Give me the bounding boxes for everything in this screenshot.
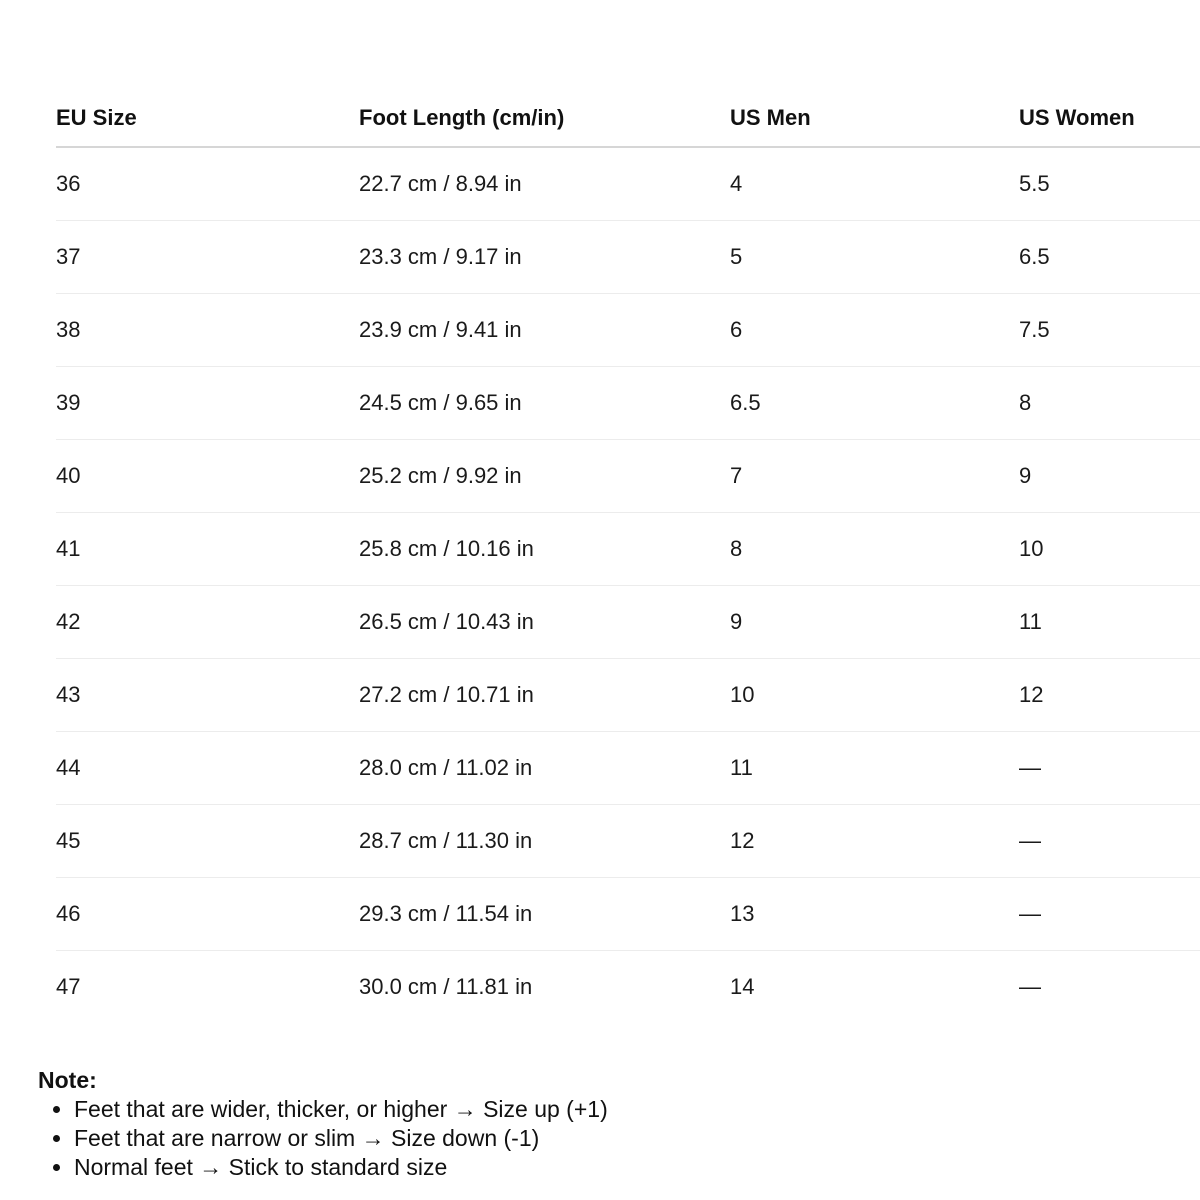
cell-us-women: 5.5 xyxy=(1019,147,1200,221)
cell-eu-size: 46 xyxy=(56,878,359,951)
cell-us-women: 6.5 xyxy=(1019,221,1200,294)
cell-eu-size: 44 xyxy=(56,732,359,805)
header-eu-size: EU Size xyxy=(56,90,359,147)
table-row xyxy=(56,294,1200,367)
cell-us-women: 7.5 xyxy=(1019,294,1200,367)
cell-us-women: 8 xyxy=(1019,367,1200,440)
cell-eu-size: 40 xyxy=(56,440,359,513)
cell-us-men: 13 xyxy=(730,878,1019,951)
table-row xyxy=(56,878,1200,951)
cell-us-men: 5 xyxy=(730,221,1019,294)
cell-foot-length: 23.3 cm / 9.17 in xyxy=(359,221,730,294)
table-row xyxy=(56,513,1200,586)
cell-eu-size: 39 xyxy=(56,367,359,440)
cell-foot-length: 24.5 cm / 9.65 in xyxy=(359,367,730,440)
table-row xyxy=(56,586,1200,659)
header-us-women: US Women xyxy=(1019,90,1200,147)
table-row xyxy=(56,221,1200,294)
cell-foot-length: 25.2 cm / 9.92 in xyxy=(359,440,730,513)
cell-us-men: 8 xyxy=(730,513,1019,586)
cell-us-women: 12 xyxy=(1019,659,1200,732)
cell-us-women: 11 xyxy=(1019,586,1200,659)
size-chart-table xyxy=(56,90,1200,1023)
cell-us-women: — xyxy=(1019,974,1041,999)
table-row xyxy=(56,367,1200,440)
cell-eu-size: 38 xyxy=(56,294,359,367)
cell-us-women: — xyxy=(1019,805,1200,878)
cell-us-men: 7 xyxy=(730,440,1019,513)
cell-us-men: 4 xyxy=(730,147,1019,221)
sizing-note xyxy=(38,1066,608,1182)
table-body xyxy=(56,147,1200,1023)
cell-foot-length: 30.0 cm / 11.81 in xyxy=(359,974,533,999)
cell-foot-length: 25.8 cm / 10.16 in xyxy=(359,513,730,586)
cell-foot-length: 29.3 cm / 11.54 in xyxy=(359,878,730,951)
cell-foot-length: 22.7 cm / 8.94 in xyxy=(359,147,730,221)
cell-us-men: 12 xyxy=(730,805,1019,878)
note-item: • Feet that are wider, thicker, or higher → Size up (+1) xyxy=(74,1095,608,1124)
cell-us-men: 10 xyxy=(730,659,1019,732)
cell-foot-length: 26.5 cm / 10.43 in xyxy=(359,586,730,659)
cell-eu-size: 43 xyxy=(56,659,359,732)
header-foot-length: Foot Length (cm/in) xyxy=(359,90,730,147)
table-row xyxy=(56,732,1200,805)
cell-us-men: 6 xyxy=(730,294,1019,367)
table-row xyxy=(56,440,1200,513)
cell-foot-length: 28.7 cm / 11.30 in xyxy=(359,805,730,878)
cell-foot-length: 23.9 cm / 9.41 in xyxy=(359,294,730,367)
note-title: Note: xyxy=(38,1067,97,1093)
table-row xyxy=(56,659,1200,732)
header-us-men: US Men xyxy=(730,90,1019,147)
cell-eu-size: 41 xyxy=(56,513,359,586)
cell-us-women: — xyxy=(1019,878,1200,951)
cell-foot-length: 27.2 cm / 10.71 in xyxy=(359,659,730,732)
cell-us-men: 9 xyxy=(730,586,1019,659)
table-row xyxy=(56,147,1200,221)
note-item: • Feet that are narrow or slim → Size down (-1) xyxy=(74,1124,608,1153)
cell-us-men: 6.5 xyxy=(730,367,1019,440)
cell-eu-size: 37 xyxy=(56,221,359,294)
cell-foot-length: 28.0 cm / 11.02 in xyxy=(359,732,730,805)
note-list xyxy=(38,1095,608,1182)
table-header-row xyxy=(56,90,1200,147)
cell-eu-size: 47 xyxy=(56,974,81,999)
cell-us-women: — xyxy=(1019,732,1200,805)
cell-us-women: 9 xyxy=(1019,440,1200,513)
table-row xyxy=(56,951,1200,1024)
cell-us-women: 10 xyxy=(1019,513,1200,586)
cell-us-men: 14 xyxy=(730,974,755,999)
table-row xyxy=(56,805,1200,878)
cell-eu-size: 36 xyxy=(56,147,359,221)
cell-eu-size: 42 xyxy=(56,586,359,659)
cell-us-men: 11 xyxy=(730,732,1019,805)
note-item: • Normal feet → Stick to standard size xyxy=(74,1153,608,1182)
cell-eu-size: 45 xyxy=(56,805,359,878)
